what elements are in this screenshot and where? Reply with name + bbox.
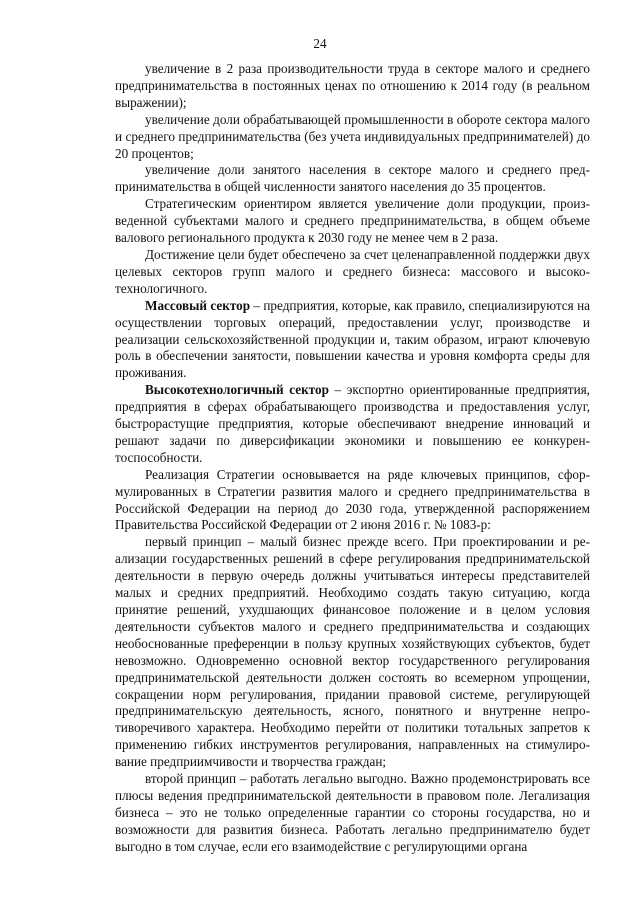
paragraph: увеличение доли обрабатывающей промышленности в обороте сектора малого и среднего предпринимательства (без учета индивидуальных предпринимателей) до 20 процентов; bbox=[115, 111, 590, 161]
term-mass-sector: Массовый сектор bbox=[145, 297, 251, 313]
paragraph: увеличение в 2 раза производительности труда в секторе малого и среднего предпринимательства в постоянных ценах по отношению к 2014 году (в реальном выражении); bbox=[115, 61, 590, 110]
page-number: 24 bbox=[313, 36, 327, 51]
term-high-tech-sector: Высокотехнологичный сектор bbox=[145, 382, 329, 398]
paragraph: Достижение цели будет обеспечено за счет целенаправленной поддержки двух целевых секторов групп малого и среднего бизнеса: массового и высокотехнологичного. bbox=[115, 246, 590, 296]
paragraph: Высокотехнологичный сектор – экспортно ориентированные предприятия, предприятия в сферах обрабатывающего производства и предоставления услуг, быстрорастущие предприятия, которые обеспечивают внедрение инноваций и решают задачи по диверсификации экономики и повышению ее конкурентоспособности. bbox=[115, 382, 590, 465]
body-text bbox=[115, 61, 590, 856]
paragraph: Реализация Стратегии основывается на ряде ключевых принципов, сформулированных в Стратегии развития малого и среднего предпринимательства в Российской Федерации на период до 2030 года, утвержденной распоряжением Правительства Российской Федерации от 2 июня 2016 г. № 1083-р: bbox=[115, 466, 590, 533]
paragraph: второй принцип – работать легально выгодно. Важно продемонстрировать все плюсы ведения предпринимательской деятельности в правовом поле. Легализация бизнеса – это не только определенные гарантии со стороны государства, но и возможности для развития бизнеса. Работать легально предпринимателю будет выгодно в том случае, если его взаимодействие с регулирующими органа bbox=[115, 771, 590, 854]
paragraph: Массовый сектор – предприятия, которые, как правило, специализируются на осуществлении торговых операций, предоставлении услуг, производстве и реализации сельскохозяйственной продукции и, таким образом, играют ключевую роль в обеспечении занятости, повышении качества и уровня комфорта среды для проживания. bbox=[115, 297, 590, 381]
paragraph: увеличение доли занятого населения в секторе малого и среднего предпринимательства в общей численности занятого населения до 35 процентов. bbox=[115, 162, 590, 195]
paragraph: Стратегическим ориентиром является увеличение доли продукции, произведенной субъектами малого и среднего предпринимательства, в общем объеме валового регионального продукта к 2030 году не менее чем в 2 раза. bbox=[115, 196, 590, 246]
paragraph: первый принцип – малый бизнес прежде всего. При проектировании и реализации государственных решений в сфере регулирования предпринимательской деятельности в первую очередь должны учитываться интересы представителей малых и средних предприятий. Необходимо создать такую ситуацию, когда принятие решений, ухудшающих финансовое положение и в целом условия деятельности субъектов малого и среднего предпринимательства и создающих необоснованные преференции в пользу крупных хозяйствующих субъектов, будет невозможно. Одновременно основной вектор государственного регулирования предпринимательской деятельности должен состоять во всемерном упрощении, сокращении норм регулирования, придании правовой системе, регулирующей предпринимательскую деятельность, ясного, понятного и внутренне непротиворечивого характера. Необходимо перейти от политики тотальных запретов к применению гибких инструментов регулирования, направленных на стимулирование предприимчивости и творчества граждан; bbox=[115, 534, 590, 770]
